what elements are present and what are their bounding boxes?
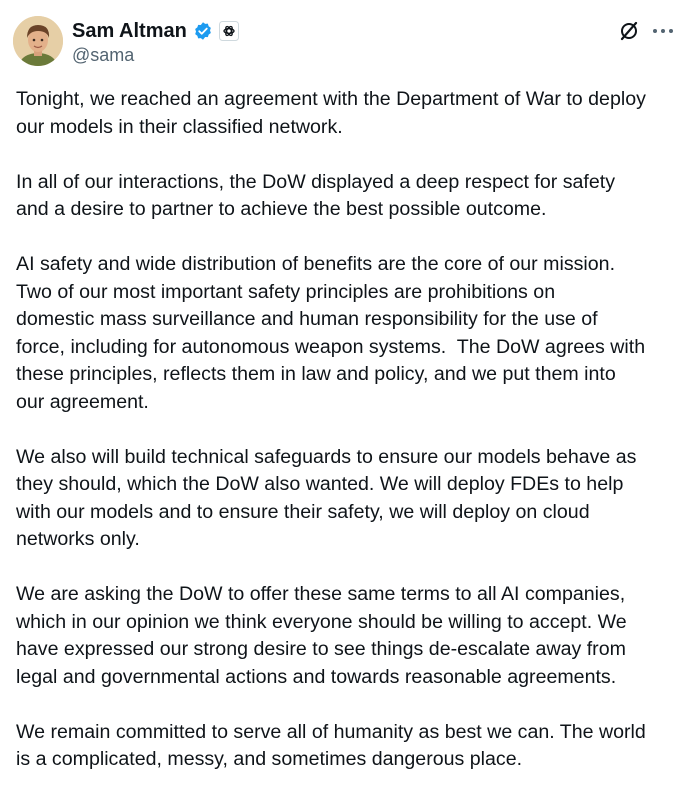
tweet-paragraph: We remain committed to serve all of humanity as best we can. The world is a complicated, messy, and sometimes dangerous place.	[16, 720, 646, 770]
tweet-text	[16, 86, 688, 774]
author-handle[interactable]: @sama	[72, 45, 135, 65]
grok-icon[interactable]	[617, 19, 641, 43]
author-name-row	[72, 18, 239, 44]
tweet-paragraph: We are asking the DoW to offer these same terms to all AI companies, which in our opinion we think everyone should be willing to accept. We have expressed our strong desire to see things de-escalate away from legal and governmental actions and towards reasonable agreements.	[16, 583, 627, 688]
openai-logo-icon[interactable]	[219, 21, 239, 41]
more-options-icon[interactable]	[650, 19, 676, 43]
tweet-paragraph: In all of our interactions, the DoW displayed a deep respect for safety and a desire to partner to achieve the best possible outcome.	[16, 170, 616, 220]
tweet-paragraph: AI safety and wide distribution of benefits are the core of our mission. Two of our most important safety principles are prohibitions on domestic mass surveillance and human responsibility for the use of force, including for autonomous weapon systems. The DoW agrees with these principles, reflects them in law and policy, and we put them into our agreement.	[16, 253, 646, 413]
display-name[interactable]: Sam Altman	[72, 20, 187, 42]
verified-badge-icon[interactable]	[193, 21, 213, 41]
tweet-header	[0, 0, 692, 76]
avatar[interactable]	[13, 16, 63, 66]
tweet-paragraph: Tonight, we reached an agreement with the Department of War to deploy our models in their classified network.	[16, 88, 646, 138]
tweet-paragraph: We also will build technical safeguards to ensure our models behave as they should, which the DoW also wanted. We will deploy FDEs to help with our models and to ensure their safety, we will deploy on cloud networks only.	[16, 445, 637, 550]
profile-photo	[13, 16, 63, 66]
